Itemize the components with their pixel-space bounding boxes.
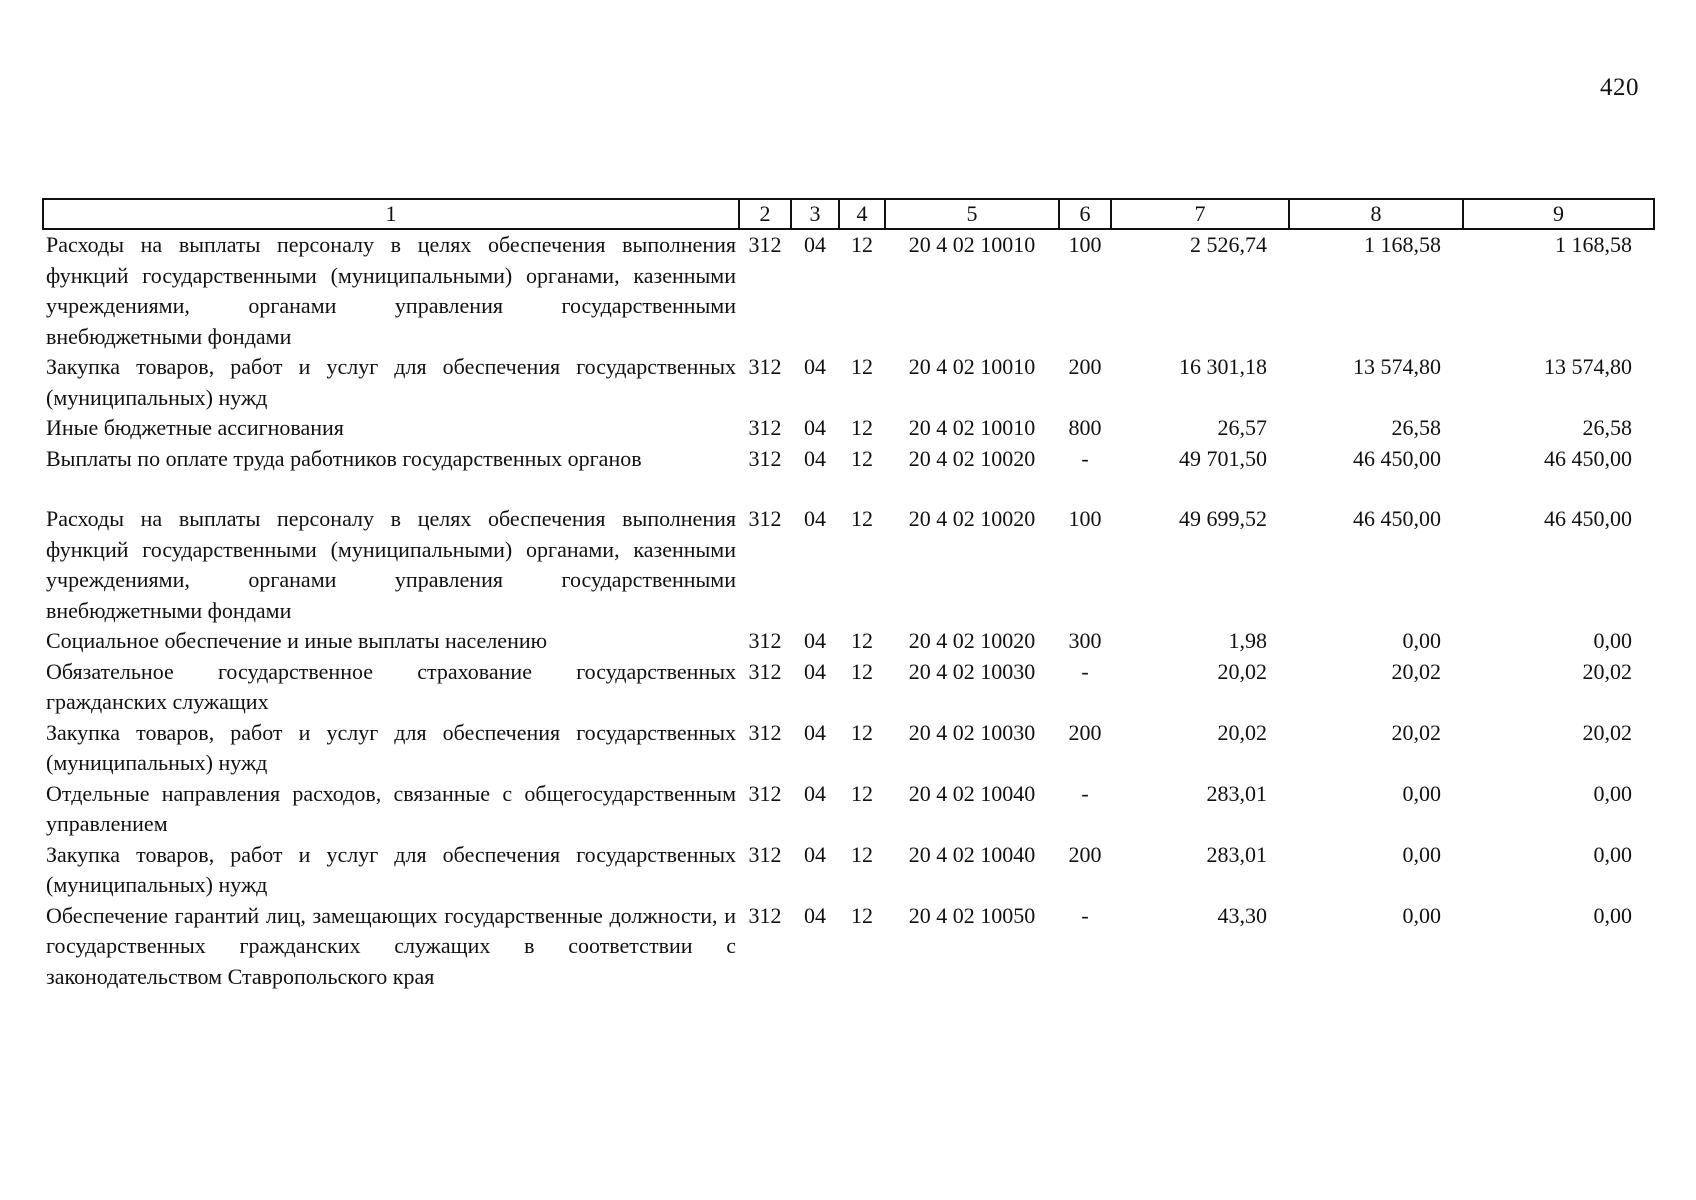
table-row bbox=[43, 718, 1654, 779]
target-item-code: 20 4 02 10020 bbox=[908, 628, 1036, 653]
amount-col9: 0,00 bbox=[1593, 628, 1632, 653]
table-row bbox=[43, 657, 1654, 718]
column-header: 5 bbox=[885, 199, 1059, 229]
subsection-code: 12 bbox=[851, 445, 873, 471]
expense-type-code: 200 bbox=[1068, 719, 1102, 745]
amount-col7: 16 301,18 bbox=[1179, 354, 1267, 379]
expense-type-code: - bbox=[1081, 902, 1089, 928]
expense-type-code: 200 bbox=[1068, 354, 1102, 379]
expense-type-code: 100 bbox=[1068, 506, 1102, 531]
target-item-code: 20 4 02 10030 bbox=[908, 719, 1036, 745]
subsection-code: 12 bbox=[851, 841, 873, 867]
budget-table bbox=[42, 198, 1655, 992]
expense-description: Иные бюджетные ассигнования bbox=[46, 415, 344, 440]
ministry-code: 312 bbox=[748, 232, 782, 257]
subsection-code: 12 bbox=[851, 628, 873, 653]
section-code: 04 bbox=[804, 445, 826, 471]
amount-col8: 0,00 bbox=[1402, 780, 1441, 806]
amount-col7: 26,57 bbox=[1217, 415, 1267, 440]
section-code: 04 bbox=[804, 841, 826, 867]
ministry-code: 312 bbox=[748, 354, 782, 379]
page-number: 420 bbox=[1600, 74, 1639, 101]
expense-description: Выплаты по оплате труда работников государственных органов bbox=[46, 445, 642, 471]
ministry-code: 312 bbox=[748, 445, 782, 471]
amount-col7: 49 699,52 bbox=[1179, 506, 1267, 531]
amount-col7: 2 526,74 bbox=[1190, 232, 1267, 257]
target-item-code: 20 4 02 10020 bbox=[908, 506, 1036, 531]
amount-col9: 46 450,00 bbox=[1544, 506, 1632, 531]
ministry-code: 312 bbox=[748, 841, 782, 867]
amount-col8: 0,00 bbox=[1402, 628, 1441, 653]
amount-col7: 20,02 bbox=[1217, 719, 1267, 745]
amount-col9: 13 574,80 bbox=[1544, 354, 1632, 379]
amount-col8: 0,00 bbox=[1402, 841, 1441, 867]
amount-col8: 46 450,00 bbox=[1353, 445, 1441, 471]
column-header: 2 bbox=[739, 199, 791, 229]
amount-col8: 0,00 bbox=[1402, 902, 1441, 928]
target-item-code: 20 4 02 10020 bbox=[908, 445, 1036, 471]
expense-description: Закупка товаров, работ и услуг для обеспечения государственных (муниципальных) нужд bbox=[46, 841, 736, 897]
column-header: 8 bbox=[1289, 199, 1463, 229]
expense-description: Закупка товаров, работ и услуг для обеспечения государственных (муниципальных) нужд bbox=[46, 354, 736, 410]
target-item-code: 20 4 02 10040 bbox=[908, 780, 1036, 806]
column-header: 9 bbox=[1463, 199, 1654, 229]
header-row bbox=[43, 199, 1654, 229]
amount-col7: 20,02 bbox=[1217, 658, 1267, 684]
ministry-code: 312 bbox=[748, 780, 782, 806]
amount-col7: 283,01 bbox=[1206, 841, 1267, 867]
amount-col9: 46 450,00 bbox=[1544, 445, 1632, 471]
amount-col8: 1 168,58 bbox=[1364, 232, 1441, 257]
target-item-code: 20 4 02 10050 bbox=[908, 902, 1036, 928]
amount-col9: 20,02 bbox=[1582, 658, 1632, 684]
section-code: 04 bbox=[804, 780, 826, 806]
expense-description: Расходы на выплаты персоналу в целях обеспечения выполнения функций государственными (муниципальными) органами, казенными учреждениями, органами управления государственными внебюджетными фондами bbox=[46, 232, 736, 349]
target-item-code: 20 4 02 10030 bbox=[908, 658, 1036, 684]
column-header: 6 bbox=[1059, 199, 1111, 229]
amount-col8: 20,02 bbox=[1391, 658, 1441, 684]
target-item-code: 20 4 02 10040 bbox=[908, 841, 1036, 867]
amount-col8: 13 574,80 bbox=[1353, 354, 1441, 379]
table-row bbox=[43, 413, 1654, 444]
section-code: 04 bbox=[804, 719, 826, 745]
expense-description: Обеспечение гарантий лиц, замещающих государственные должности, и государственных гражданских служащих в соответствии с законодательством Ставропольского края bbox=[46, 902, 736, 989]
expense-type-code: 800 bbox=[1068, 415, 1102, 440]
section-code: 04 bbox=[804, 232, 826, 257]
amount-col9: 20,02 bbox=[1582, 719, 1632, 745]
table-row bbox=[43, 626, 1654, 657]
subsection-code: 12 bbox=[851, 506, 873, 531]
subsection-code: 12 bbox=[851, 780, 873, 806]
amount-col8: 46 450,00 bbox=[1353, 506, 1441, 531]
subsection-code: 12 bbox=[851, 658, 873, 684]
ministry-code: 312 bbox=[748, 506, 782, 531]
subsection-code: 12 bbox=[851, 232, 873, 257]
ministry-code: 312 bbox=[748, 658, 782, 684]
ministry-code: 312 bbox=[748, 628, 782, 653]
target-item-code: 20 4 02 10010 bbox=[908, 415, 1036, 440]
ministry-code: 312 bbox=[748, 719, 782, 745]
amount-col9: 1 168,58 bbox=[1555, 232, 1632, 257]
section-code: 04 bbox=[804, 506, 826, 531]
amount-col7: 43,30 bbox=[1217, 902, 1267, 928]
table-row bbox=[43, 229, 1654, 352]
table-row bbox=[43, 352, 1654, 413]
target-item-code: 20 4 02 10010 bbox=[908, 354, 1036, 379]
expense-description: Социальное обеспечение и иные выплаты населению bbox=[46, 628, 548, 653]
expense-description: Обязательное государственное страхование государственных гражданских служащих bbox=[46, 658, 736, 714]
section-code: 04 bbox=[804, 628, 826, 653]
expense-description: Отдельные направления расходов, связанные с общегосударственным управлением bbox=[46, 780, 736, 836]
table-row bbox=[43, 504, 1654, 626]
amount-col9: 0,00 bbox=[1593, 902, 1632, 928]
subsection-code: 12 bbox=[851, 415, 873, 440]
amount-col9: 26,58 bbox=[1582, 415, 1632, 440]
amount-col7: 1,98 bbox=[1228, 628, 1267, 653]
expense-type-code: - bbox=[1081, 780, 1089, 806]
expense-type-code: 100 bbox=[1068, 232, 1102, 257]
ministry-code: 312 bbox=[748, 902, 782, 928]
amount-col8: 20,02 bbox=[1391, 719, 1441, 745]
amount-col7: 49 701,50 bbox=[1179, 445, 1267, 471]
expense-description: Расходы на выплаты персоналу в целях обеспечения выполнения функций государственными (муниципальными) органами, казенными учреждениями, органами управления государственными внебюджетными фондами bbox=[46, 506, 736, 623]
section-code: 04 bbox=[804, 354, 826, 379]
ministry-code: 312 bbox=[748, 415, 782, 440]
column-header: 7 bbox=[1111, 199, 1289, 229]
target-item-code: 20 4 02 10010 bbox=[908, 232, 1036, 257]
section-code: 04 bbox=[804, 658, 826, 684]
table-row bbox=[43, 444, 1654, 475]
subsection-code: 12 bbox=[851, 354, 873, 379]
amount-col9: 0,00 bbox=[1593, 841, 1632, 867]
subsection-code: 12 bbox=[851, 719, 873, 745]
expense-type-code: - bbox=[1081, 445, 1089, 471]
amount-col8: 26,58 bbox=[1391, 415, 1441, 440]
spacer-row bbox=[43, 474, 1654, 504]
table-row bbox=[43, 901, 1654, 993]
section-code: 04 bbox=[804, 902, 826, 928]
table-row bbox=[43, 840, 1654, 901]
expense-description: Закупка товаров, работ и услуг для обеспечения государственных (муниципальных) нужд bbox=[46, 719, 736, 775]
amount-col7: 283,01 bbox=[1206, 780, 1267, 806]
expense-type-code: 300 bbox=[1068, 628, 1102, 653]
section-code: 04 bbox=[804, 415, 826, 440]
table-row bbox=[43, 779, 1654, 840]
subsection-code: 12 bbox=[851, 902, 873, 928]
expense-type-code: - bbox=[1081, 658, 1089, 684]
column-header: 3 bbox=[791, 199, 839, 229]
column-header: 1 bbox=[43, 199, 739, 229]
expense-type-code: 200 bbox=[1068, 841, 1102, 867]
column-header: 4 bbox=[839, 199, 885, 229]
amount-col9: 0,00 bbox=[1593, 780, 1632, 806]
